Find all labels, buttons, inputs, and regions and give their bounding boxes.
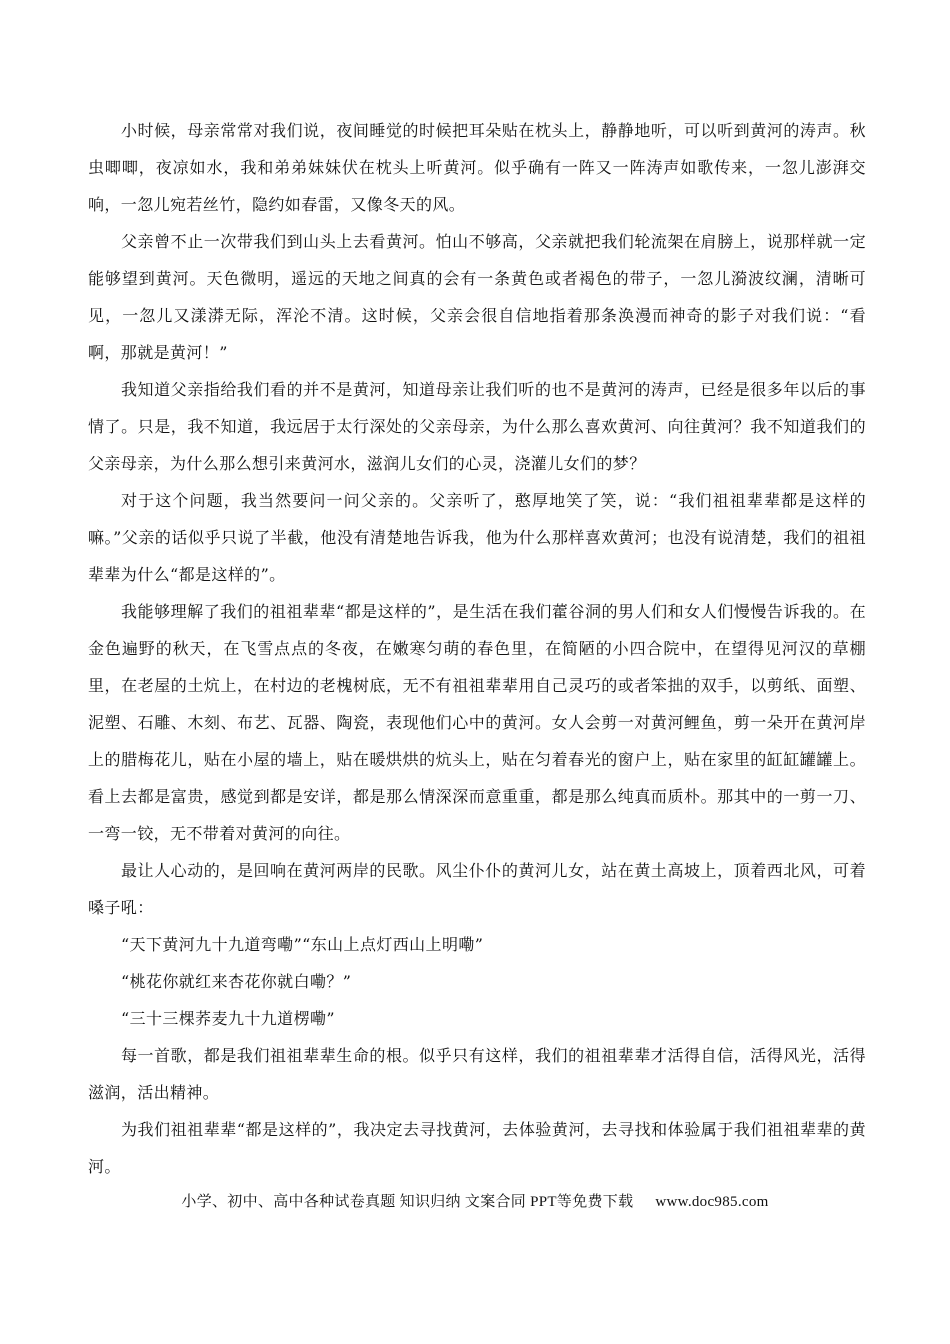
- paragraph-7: 每一首歌，都是我们祖祖辈辈生命的根。似乎只有这样，我们的祖祖辈辈才活得自信，活得风光，活得滋润，活出精神。: [88, 1046, 866, 1102]
- song-line-1: “天下黄河九十九道弯嘞”“东山上点灯西山上明嘞”: [121, 935, 484, 954]
- footer-url[interactable]: www.doc985.com: [655, 1194, 769, 1210]
- song-line-2: “桃花你就红来杏花你就白嘞？”: [121, 972, 352, 991]
- paragraph-3: 我知道父亲指给我们看的并不是黄河，知道母亲让我们听的也不是黄河的涛声，已经是很多年以后的事情了。只是，我不知道，我远居于太行深处的父亲母亲，为什么那么喜欢黄河、向往黄河？我不知道我们的父亲母亲，为什么那么想引来黄河水，滋润儿女们的心灵，浇灌儿女们的梦？: [88, 380, 866, 473]
- page-footer: [0, 1190, 950, 1211]
- article-body: [88, 112, 866, 1185]
- paragraph-5: 我能够理解了我们的祖祖辈辈“都是这样的”，是生活在我们藿谷洞的男人们和女人们慢慢告诉我的。在金色遍野的秋天，在飞雪点点的冬夜，在嫩寒匀萌的春色里，在简陋的小四合院中，在望得见河汉的草棚里，在老屋的土炕上，在村边的老槐树底，无不有祖祖辈辈用自己灵巧的或者笨拙的双手，以剪纸、面塑、泥塑、石雕、木刻、布艺、瓦器、陶瓷，表现他们心中的黄河。女人会剪一对黄河鲤鱼，剪一朵开在黄河岸上的腊梅花儿，贴在小屋的墙上，贴在暖烘烘的炕头上，贴在匀着春光的窗户上，贴在家里的缸缸罐罐上。看上去都是富贵，感觉到都是安详，都是那么情深深而意重重，都是那么纯真而质朴。那其中的一剪一刀、一弯一铰，无不带着对黄河的向往。: [88, 602, 866, 843]
- footer-text: 小学、初中、高中各种试卷真题 知识归纳 文案合同 PPT等免费下载: [181, 1194, 634, 1210]
- paragraph-2: 父亲曾不止一次带我们到山头上去看黄河。怕山不够高，父亲就把我们轮流架在肩膀上，说那样就一定能够望到黄河。天色微明，遥远的天地之间真的会有一条黄色或者褐色的带子，一忽儿漪波纹澜，清晰可见，一忽儿又漾漭无际，浑沦不清。这时候，父亲会很自信地指着那条涣漫而神奇的影子对我们说：“看啊，那就是黄河！”: [88, 232, 866, 362]
- paragraph-1: 小时候，母亲常常对我们说，夜间睡觉的时候把耳朵贴在枕头上，静静地听，可以听到黄河的涛声。秋虫唧唧，夜凉如水，我和弟弟妹妹伏在枕头上听黄河。似乎确有一阵又一阵涛声如歌传来，一忽儿澎湃交响，一忽儿宛若丝竹，隐约如春雷，又像冬天的风。: [88, 121, 866, 214]
- paragraph-8: 为我们祖祖辈辈“都是这样的”，我决定去寻找黄河，去体验黄河，去寻找和体验属于我们祖祖辈辈的黄河。: [88, 1120, 866, 1176]
- paragraph-4: 对于这个问题，我当然要问一问父亲的。父亲听了，憨厚地笑了笑，说：“我们祖祖辈辈都是这样的嘛。”父亲的话似乎只说了半截，他没有清楚地告诉我，他为什么那样喜欢黄河；也没有说清楚，我们的祖祖辈辈为什么“都是这样的”。: [88, 491, 866, 584]
- paragraph-6: 最让人心动的，是回响在黄河两岸的民歌。风尘仆仆的黄河儿女，站在黄土高坡上，顶着西北风，可着嗓子吼：: [88, 861, 866, 917]
- song-line-3: “三十三棵荞麦九十九道楞嘞”: [121, 1009, 335, 1028]
